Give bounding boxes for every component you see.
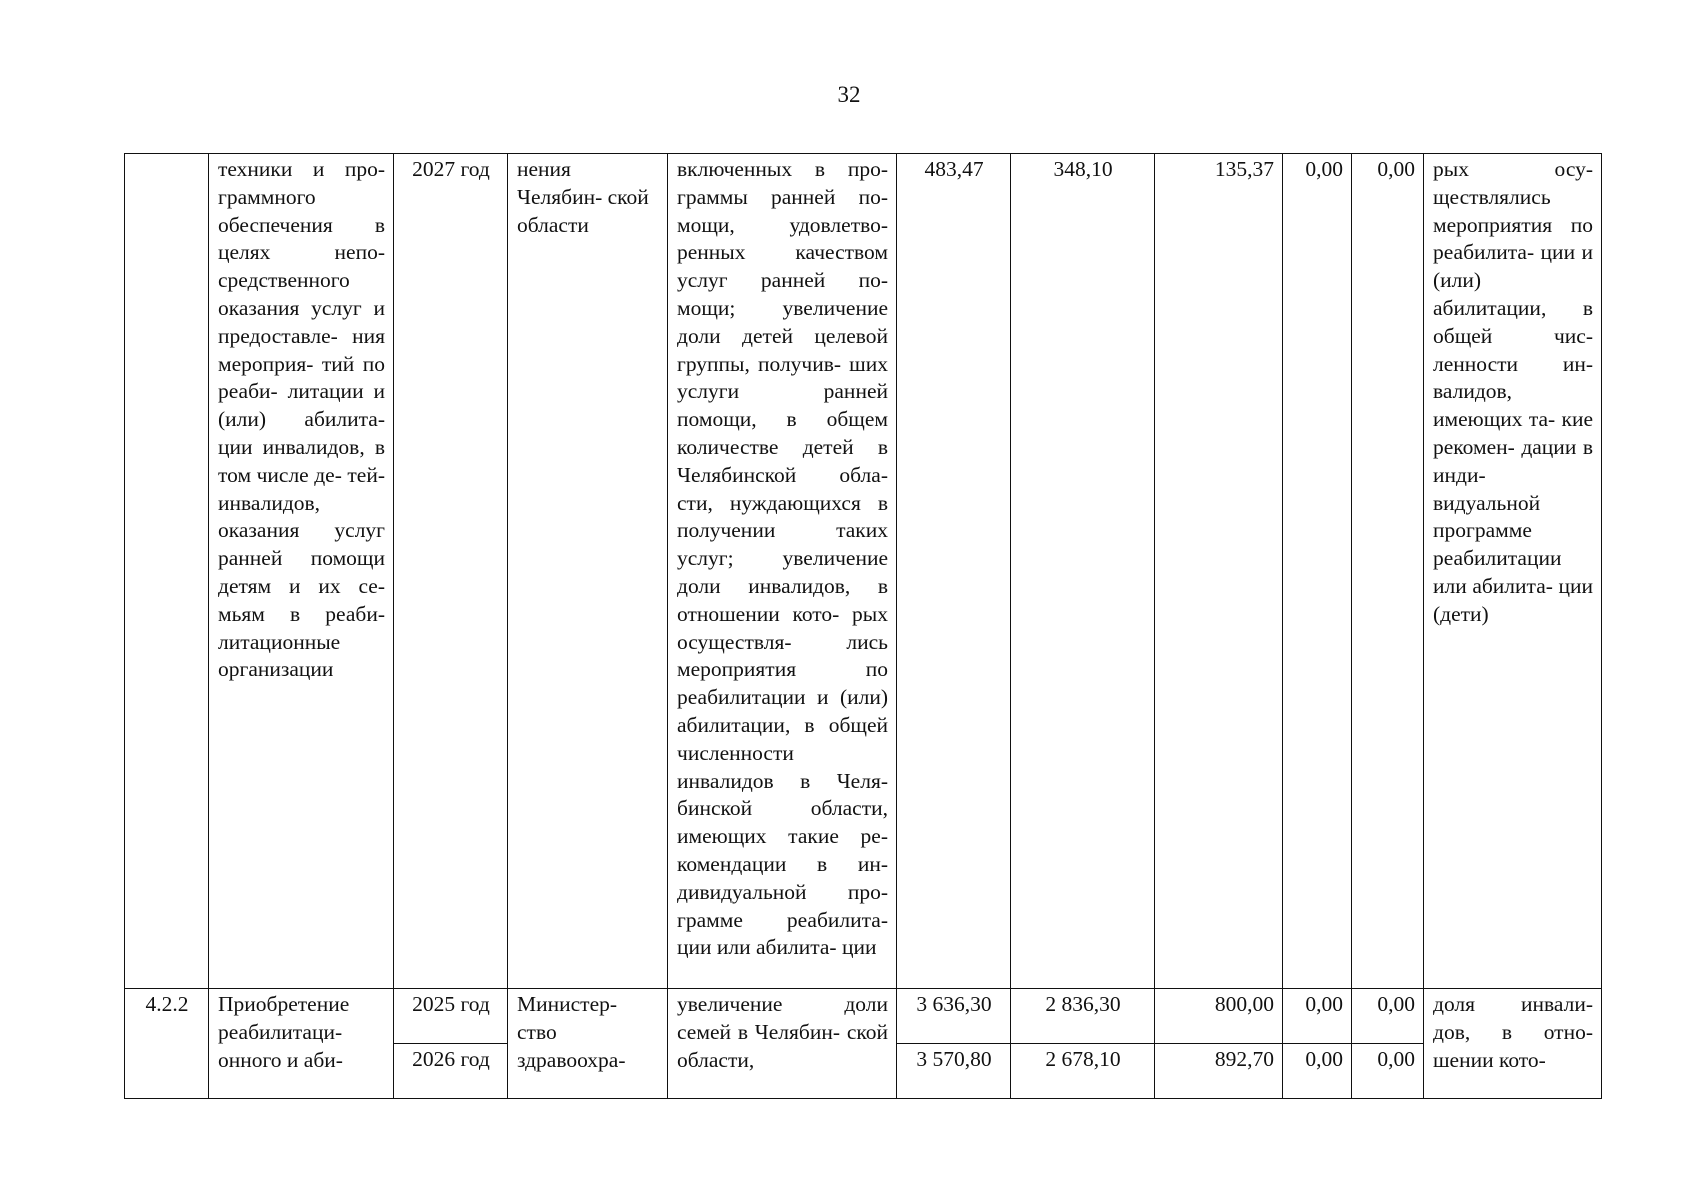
other-sources-cell: 0,00 [1352,154,1424,989]
program-measures-table [124,153,1602,1099]
local-budget-cell: 0,00 [1283,989,1352,1044]
other-sources-cell: 0,00 [1352,989,1424,1044]
federal-budget-cell: 2 678,10 [1011,1044,1155,1099]
table-row [125,989,1602,1044]
local-budget-cell: 0,00 [1283,154,1352,989]
executor-cell: нения Челябин- ской области [508,154,668,989]
year-cell: 2027 год [394,154,508,989]
total-amount-cell: 483,47 [897,154,1011,989]
total-amount-cell: 3 636,30 [897,989,1011,1044]
regional-budget-cell: 800,00 [1155,989,1283,1044]
year-cell: 2025 год [394,989,508,1044]
executor-cell: Министер- ство здравоохра- [508,989,668,1099]
year-cell: 2026 год [394,1044,508,1099]
expected-result-cell: включенных в про- граммы ранней по- мощи, удовлетво- ренных качеством услуг ранней по- мощи; увеличение доли детей целевой группы, получив- ших услуги ранней помощи, в общем количестве детей в Челябинской обла- сти, нуждающихся в получении таких услуг; увеличение доли инвалидов, в отношении кото- рых осуществля- лись мероприятия по реабилитации и (или) абилитации, в общей численности инвалидов в Челя- бинской области, имеющих такие ре- комендации в ин- дивидуальной про- грамме реабилита- ции или абилита- ции [668,154,897,989]
federal-budget-cell: 348,10 [1011,154,1155,989]
measure-number-cell [125,154,209,989]
table-row [125,154,1602,989]
other-sources-cell: 0,00 [1352,1044,1424,1099]
measure-number-cell: 4.2.2 [125,989,209,1099]
page-number: 32 [837,82,861,107]
measure-name-cell: техники и про- граммного обеспечения в целях непо- средственного оказания услуг и предоставле- ния мероприя- тий по реаби- литации и (или) абилита- ции инвалидов, в том числе де- тей-инвалидов, оказания услуг ранней помощи детям и их се- мьям в реаби- литационные организации [209,154,394,989]
federal-budget-cell: 2 836,30 [1011,989,1155,1044]
total-amount-cell: 3 570,80 [897,1044,1011,1099]
indicator-cell: рых осу- ществлялись мероприятия по реабилита- ции и (или) абилитации, в общей чис- ленности ин- валидов, имеющих та- кие рекомен- дации в инди- видуальной программе реабилитации или абилита- ции (дети) [1424,154,1602,989]
measure-name-cell: Приобретение реабилитаци- онного и аби- [209,989,394,1099]
local-budget-cell: 0,00 [1283,1044,1352,1099]
indicator-cell: доля инвали- дов, в отно- шении кото- [1424,989,1602,1099]
regional-budget-cell: 135,37 [1155,154,1283,989]
regional-budget-cell: 892,70 [1155,1044,1283,1099]
expected-result-cell: увеличение доли семей в Челябин- ской области, [668,989,897,1099]
